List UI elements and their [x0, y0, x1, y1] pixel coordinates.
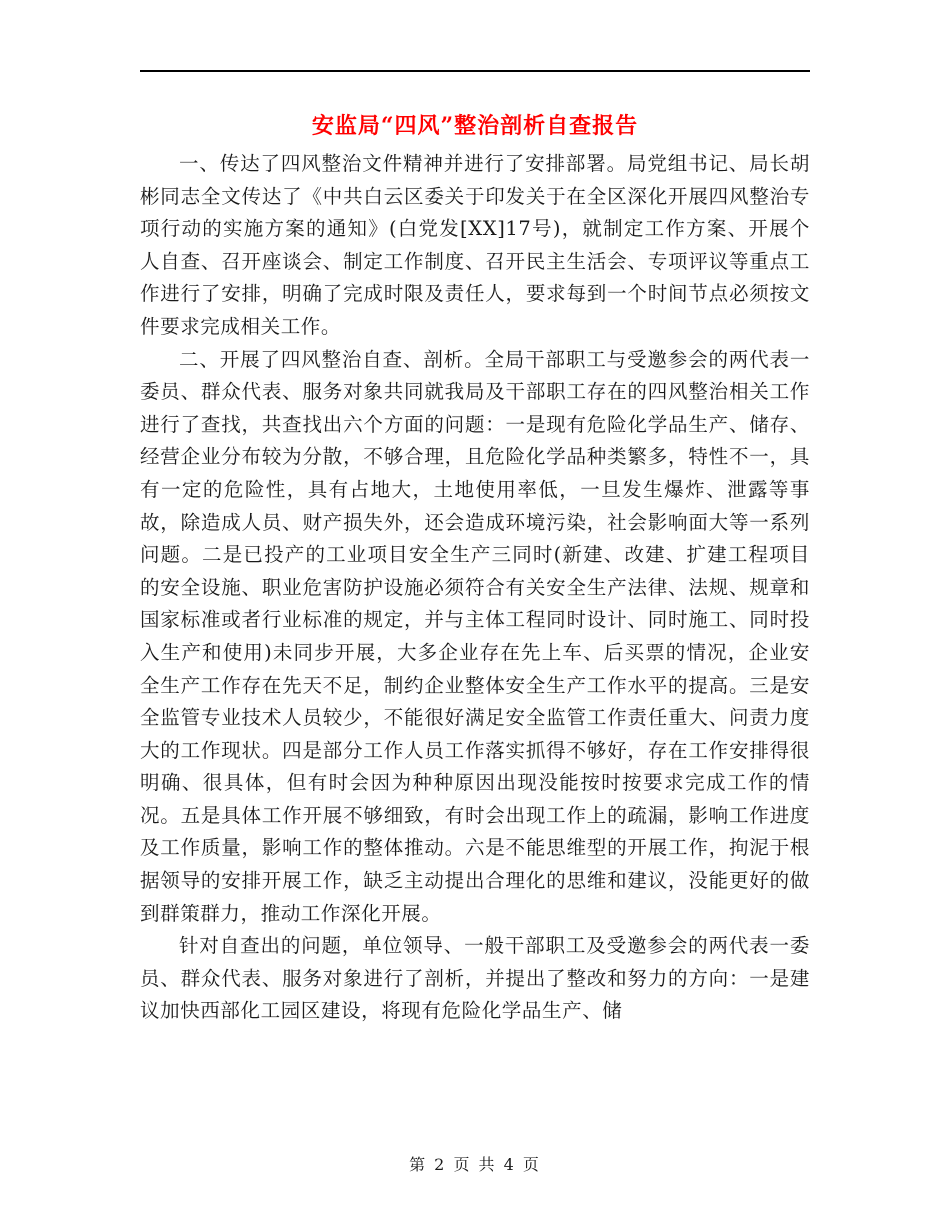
document-title: 安监局“四风”整治剖析自查报告: [311, 113, 639, 139]
paragraph-3: 针对自查出的问题，单位领导、一般干部职工及受邀参会的两代表一委员、群众代表、服务对象进行了剖析，并提出了整改和努力的方向：一是建议加快西部化工园区建设，将现有危险化学品生产、储: [140, 934, 810, 1023]
document-body: [140, 148, 810, 1028]
paragraph-2: 二、开展了四风整治自查、剖析。全局干部职工与受邀参会的两代表一委员、群众代表、服务对象共同就我局及干部职工存在的四风整治相关工作进行了查找，共查找出六个方面的问题：一是现有危险化学品生产、储存、经营企业分布较为分散，不够合理，且危险化学品种类繁多，特性不一，具有一定的危险性，具有占地大，土地使用率低，一旦发生爆炸、泄露等事故，除造成人员、财产损失外，还会造成环境污染，社会影响面大等一系列问题。二是已投产的工业项目安全生产三同时(新建、改建、扩建工程项目的安全设施、职业危害防护设施必须符合有关安全生产法律、法规、规章和国家标准或者行业标准的规定，并与主体工程同时设计、同时施工、同时投入生产和使用)未同步开展，大多企业存在先上车、后买票的情况，企业安全生产工作存在先天不足，制约企业整体安全生产工作水平的提高。三是安全监管专业技术人员较少，不能很好满足安全监管工作责任重大、问责力度大的工作现状。四是部分工作人员工作落实抓得不够好，存在工作安排得很明确、很具体，但有时会因为种种原因出现没能按时按要求完成工作的情况。五是具体工作开展不够细致，有时会出现工作上的疏漏，影响工作进度及工作质量，影响工作的整体推动。六是不能思维型的开展工作，拘泥于根据领导的安排开展工作，缺乏主动提出合理化的思维和建议，没能更好的做到群策群力，推动工作深化开展。: [140, 347, 810, 925]
paragraph-1: 一、传达了四风整治文件精神并进行了安排部署。局党组书记、局长胡彬同志全文传达了《中共白云区委关于印发关于在全区深化开展四风整治专项行动的实施方案的通知》(白党发[XX]17号)，就制定工作方案、开展个人自查、召开座谈会、制定工作制度、召开民主生活会、专项评议等重点工作进行了安排，明确了完成时限及责任人，要求每到一个时间节点必须按文件要求完成相关工作。: [140, 152, 810, 338]
page-number-footer: 第 2 页 共 4 页: [409, 1155, 541, 1174]
header-rule: [140, 70, 810, 72]
